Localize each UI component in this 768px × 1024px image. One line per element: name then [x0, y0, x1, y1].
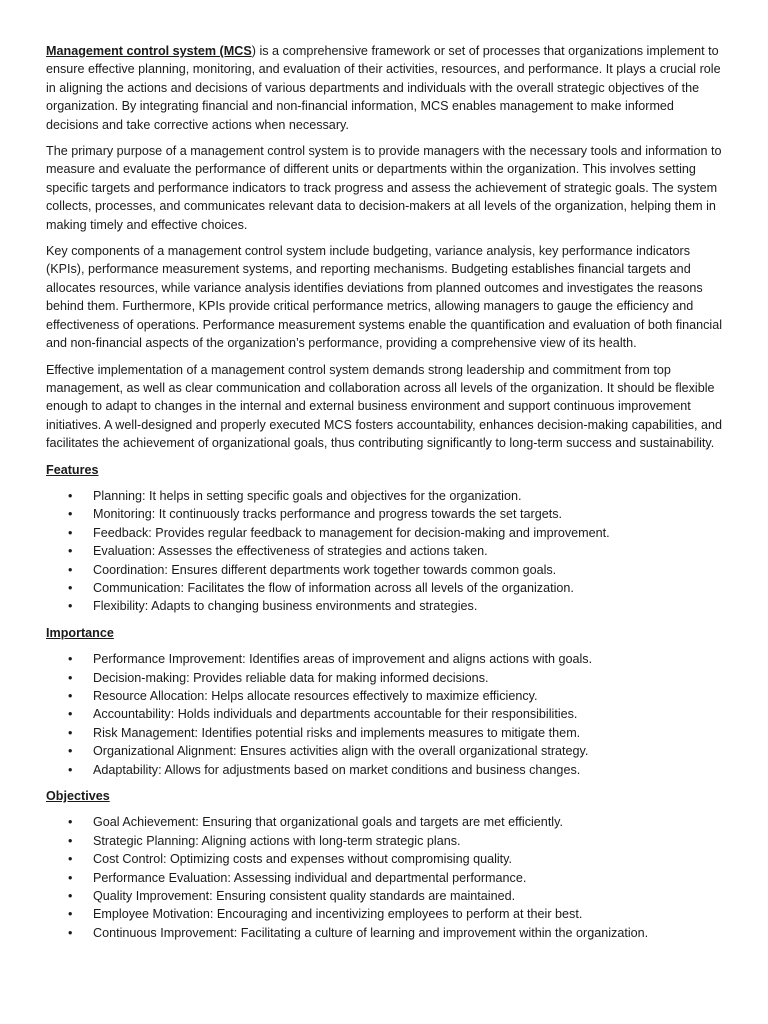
bullet-icon: • — [68, 833, 73, 848]
importance-item — [46, 669, 726, 687]
importance-heading: Importance — [46, 625, 114, 640]
bullet-icon: • — [68, 744, 73, 759]
importance-item-text: Accountability: Holds individuals and departments accountable for their responsibilities. — [93, 707, 578, 722]
importance-item-text: Resource Allocation: Helps allocate resources effectively to maximize efficiency. — [93, 689, 538, 703]
features-item — [46, 542, 726, 560]
objectives-item — [46, 813, 726, 831]
bullet-icon: • — [68, 889, 73, 904]
importance-item-text: Performance Improvement: Identifies areas of improvement and aligns actions with goals. — [93, 652, 593, 667]
objectives-item — [46, 832, 726, 850]
bullet-icon: • — [68, 580, 73, 595]
features-item-text: Evaluation: Assesses the effectiveness of strategies and actions taken. — [93, 544, 488, 559]
importance-item-text: Adaptability: Allows for adjustments based on market conditions and business changes. — [93, 762, 581, 777]
objectives-list — [46, 813, 726, 942]
intro-paragraph-1-text: ) is a comprehensive framework or set of processes that organizations implement to ensure effective planning, monitoring, and evaluation of their activities, resources, and performance. It plays a crucial role in aligning the actions and decisions of various departments and individuals with the overall strategic objectives of the organization. By integrating financial and non-financial information, MCS enables management to make informed decisions and take corrective actions when necessary. — [46, 44, 721, 132]
bullet-icon: • — [68, 544, 73, 559]
objectives-item-text: Performance Evaluation: Assessing individual and departmental performance. — [93, 870, 527, 885]
objectives-item-text: Goal Achievement: Ensuring that organizational goals and targets are met efficiently. — [93, 815, 563, 830]
intro-paragraph-1 — [46, 42, 726, 134]
document-page — [46, 42, 726, 950]
objectives-item — [46, 887, 726, 905]
features-item-text: Flexibility: Adapts to changing business environments and strategies. — [93, 599, 478, 614]
features-item-text: Communication: Facilitates the flow of information across all levels of the organization. — [93, 580, 574, 595]
importance-item — [46, 705, 726, 723]
objectives-item — [46, 924, 726, 942]
objectives-heading: Objectives — [46, 789, 110, 804]
bullet-icon: • — [68, 562, 73, 577]
features-item — [46, 597, 726, 615]
features-heading: Features — [46, 462, 99, 477]
importance-item — [46, 687, 726, 705]
objectives-item-text: Continuous Improvement: Facilitating a culture of learning and improvement within the organization. — [93, 925, 649, 940]
objectives-item — [46, 869, 726, 887]
importance-item-text: Decision-making: Provides reliable data for making informed decisions. — [93, 670, 489, 685]
bullet-icon: • — [68, 689, 73, 703]
features-item-text: Feedback: Provides regular feedback to management for decision-making and improvement. — [93, 525, 610, 540]
importance-list — [46, 650, 726, 779]
bullet-icon: • — [68, 762, 73, 777]
features-item — [46, 505, 726, 523]
bullet-icon: • — [68, 815, 73, 830]
importance-item-text: Organizational Alignment: Ensures activities align with the overall organizational strategy. — [93, 744, 589, 759]
features-item-text: Coordination: Ensures different departments work together towards common goals. — [93, 562, 557, 577]
importance-item — [46, 724, 726, 742]
importance-item — [46, 761, 726, 779]
bullet-icon: • — [68, 725, 73, 740]
bullet-icon: • — [68, 652, 73, 667]
importance-item — [46, 650, 726, 668]
intro-paragraph-4: Effective implementation of a management control system demands strong leadership and commitment from top management, as well as clear communication and collaboration across all levels of the organization. It should be flexible enough to adapt to changes in the internal and external business environment and support continuous improvement initiatives. A well-designed and properly executed MCS fosters accountability, enhances decision-making capabilities, and facilitates the achievement of organizational goals, thus contributing significantly to long-term success and sustainability. — [46, 362, 723, 451]
features-item — [46, 579, 726, 597]
intro-paragraph-2: The primary purpose of a management control system is to provide managers with the necessary tools and information to measure and evaluate the performance of different units or departments within the organization. This involves setting specific targets and performance indicators to track progress and assess the achievement of strategic goals. The system collects, processes, and communicates relevant data to decision-makers at all levels of the organization, helping them in making timely and effective choices. — [46, 144, 722, 232]
features-item — [46, 561, 726, 579]
importance-item-text: Risk Management: Identifies potential risks and implements measures to mitigate them. — [93, 725, 581, 740]
objectives-item-text: Employee Motivation: Encouraging and incentivizing employees to perform at their best. — [93, 907, 583, 922]
objectives-item — [46, 905, 726, 923]
intro-paragraph-3: Key components of a management control system include budgeting, variance analysis, key performance indicators (KPIs), performance measurement systems, and reporting mechanisms. Budgeting establishes financial targets and allocates resources, while variance analysis identifies deviations from planned outcomes and investigates the reasons behind them. Furthermore, KPIs provide critical performance metrics, allowing managers to gauge the efficiency and effectiveness of operations. Performance measurement systems enable the quantification and evaluation of both financial and non-financial aspects of the organization’s performance, providing a comprehensive view of its health. — [46, 244, 723, 351]
mcs-term: Management control system (MCS — [46, 44, 252, 58]
bullet-icon: • — [68, 525, 73, 540]
objectives-item-text: Cost Control: Optimizing costs and expenses without compromising quality. — [93, 852, 513, 867]
bullet-icon: • — [68, 870, 73, 885]
bullet-icon: • — [68, 925, 73, 940]
bullet-icon: • — [68, 507, 73, 522]
bullet-icon: • — [68, 599, 73, 614]
objectives-item-text: Strategic Planning: Aligning actions with long-term strategic plans. — [93, 833, 461, 848]
features-item-text: Planning: It helps in setting specific goals and objectives for the organization. — [93, 488, 522, 503]
features-list — [46, 487, 726, 616]
bullet-icon: • — [68, 852, 73, 867]
features-item-text: Monitoring: It continuously tracks performance and progress towards the set targets. — [93, 507, 562, 522]
bullet-icon: • — [68, 907, 73, 922]
features-item — [46, 524, 726, 542]
features-item — [46, 487, 726, 505]
bullet-icon: • — [68, 670, 73, 685]
objectives-item-text: Quality Improvement: Ensuring consistent quality standards are maintained. — [93, 889, 516, 904]
objectives-item — [46, 850, 726, 868]
importance-item — [46, 742, 726, 760]
bullet-icon: • — [68, 488, 73, 503]
bullet-icon: • — [68, 707, 73, 722]
